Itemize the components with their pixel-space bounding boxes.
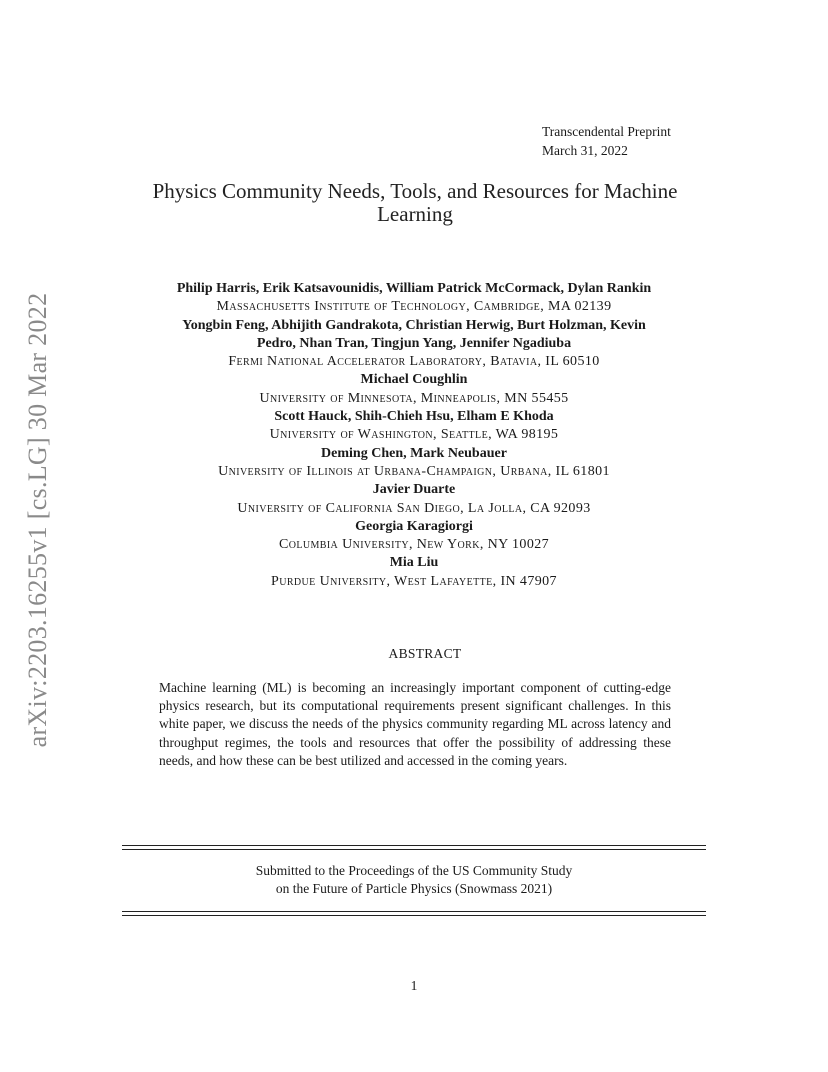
author-group (110, 445, 718, 482)
author-group (110, 280, 718, 317)
affiliation: Massachusetts Institute of Technology, Cambridge, MA 02139 (216, 299, 612, 315)
author-names: Yongbin Feng, Abhijith Gandrakota, Christian Herwig, Burt Holzman, Kevin (182, 317, 646, 333)
author-list (110, 280, 718, 591)
affiliation: Fermi National Accelerator Laboratory, Batavia, IL 60510 (228, 354, 600, 370)
author-group (110, 371, 718, 408)
paper-title (110, 180, 720, 226)
author-group (110, 481, 718, 518)
divider (122, 849, 706, 850)
preprint-date: March 31, 2022 (542, 143, 628, 158)
affiliation: University of Washington, Seattle, WA 98195 (269, 427, 559, 443)
affiliation: University of Minnesota, Minneapolis, MN 55455 (259, 390, 569, 406)
affiliation: Purdue University, West Lafayette, IN 47907 (271, 573, 557, 589)
preprint-label: Transcendental Preprint (542, 124, 671, 139)
abstract-text: Machine learning (ML) is becoming an increasingly important component of cutting-edge physics research, but its computational requirements present significant challenges. In this white paper, we discuss the needs of the physics community regarding ML across latency and throughput regimes, the tools and resources that offer the possibility of addressing these needs, and how these can be best utilized and accessed in the coming years. (159, 680, 671, 768)
author-names: Mia Liu (389, 555, 439, 571)
author-names: Michael Coughlin (360, 372, 468, 388)
abstract-heading: ABSTRACT (388, 646, 462, 661)
submission-line-1: Submitted to the Proceedings of the US Community Study (255, 863, 573, 878)
author-names: Georgia Karagiorgi (355, 518, 473, 534)
author-names: Philip Harris, Erik Katsavounidis, William Patrick McCormack, Dylan Rankin (176, 281, 652, 296)
page-number: 1 (410, 978, 418, 993)
divider (122, 915, 706, 916)
divider (122, 845, 706, 846)
affiliation: Columbia University, New York, NY 10027 (278, 537, 550, 553)
title-line-1: Physics Community Needs, Tools, and Resources for Machine (152, 179, 678, 203)
author-group (110, 408, 718, 445)
author-names: Scott Hauck, Shih-Chieh Hsu, Elham E Khoda (274, 409, 554, 425)
divider (122, 911, 706, 912)
affiliation: University of Illinois at Urbana-Champaign, Urbana, IL 61801 (218, 463, 610, 479)
affiliation: University of California San Diego, La Jolla, CA 92093 (237, 500, 591, 516)
submission-note (122, 862, 706, 898)
author-group (110, 317, 718, 372)
preprint-header (542, 122, 671, 160)
author-group (110, 518, 718, 555)
submission-line-2: on the Future of Particle Physics (Snowmass 2021) (275, 881, 553, 896)
author-names: Pedro, Nhan Tran, Tingjun Yang, Jennifer Ngadiuba (256, 335, 572, 351)
author-names: Deming Chen, Mark Neubauer (321, 445, 507, 461)
title-line-2: Learning (377, 202, 453, 226)
author-names: Javier Duarte (372, 482, 456, 498)
author-group (110, 554, 718, 591)
arxiv-identifier-text: arXiv:2203.16255v1 [cs.LG] 30 Mar 2022 (23, 292, 52, 748)
